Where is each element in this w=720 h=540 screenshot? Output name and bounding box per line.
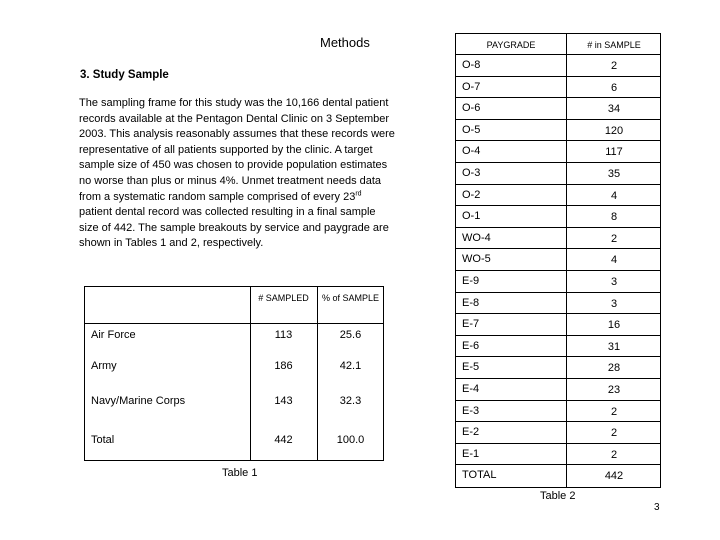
- table2-paygrade: O-6: [462, 102, 481, 115]
- table2-paygrade: E-5: [462, 361, 480, 374]
- body-superscript: rd: [355, 189, 362, 197]
- page-title: Methods: [320, 35, 370, 50]
- section-heading: 3. Study Sample: [80, 69, 169, 81]
- table2-paygrade: WO-5: [462, 253, 491, 266]
- table2-count: 34: [607, 103, 621, 116]
- table2-paygrade: E-3: [462, 404, 480, 417]
- service-table: [84, 286, 384, 461]
- table2-row-rule: [456, 313, 660, 314]
- table2-row-rule: [456, 378, 660, 379]
- table2-count: 23: [607, 384, 621, 396]
- table1-sampled: 143: [274, 395, 293, 407]
- table2-paygrade: E-9: [462, 275, 480, 287]
- table1-percent: 32.3: [339, 395, 362, 407]
- table2-count: 3: [610, 276, 618, 288]
- body-text-start: The sampling frame for this study was the 10,166 dental patient records available at the Pentagon Dental Clinic on 3 September 2003. This analysis reasonably assumes that these records were representative of all patients supported by the clinic. A target sample size of 450 was chosen to provide population estimates no worse than plus or minus 4%. Unmet treatment needs data from a systematic random sample comprised of every 23: [79, 97, 395, 203]
- table2-row-rule: [456, 400, 660, 401]
- table2-paygrade: O-4: [462, 145, 481, 158]
- table2-row-rule: [456, 205, 660, 206]
- page-number: 3: [654, 502, 660, 513]
- table2-count: 35: [607, 168, 621, 180]
- body-paragraph: [79, 96, 397, 252]
- table2-row-rule: [456, 464, 660, 465]
- table2-paygrade: E-1: [462, 447, 480, 460]
- table1-sampled: 186: [274, 360, 293, 372]
- body-text-end: patient dental record was collected resulting in a final sample size of 442. The sample breakouts by service and paygrade are shown in Tables 1 and 2, respectively.: [79, 206, 389, 250]
- table2-paygrade: E-4: [462, 383, 480, 395]
- table2-count: 6: [610, 81, 618, 94]
- table1-service: Air Force: [91, 329, 136, 341]
- table2-count: 4: [610, 254, 618, 267]
- table2-row-rule: [456, 443, 660, 444]
- table2-row-rule: [456, 292, 660, 293]
- table2-count: 442: [604, 470, 624, 483]
- table2-paygrade: E-8: [462, 296, 480, 309]
- table2-paygrade: WO-4: [462, 231, 491, 244]
- table1-service: Army: [91, 360, 117, 372]
- table2-row-rule: [456, 97, 660, 98]
- table1-percent: 25.6: [339, 329, 362, 341]
- table2-count: 117: [605, 146, 623, 159]
- table2-row-rule: [456, 54, 660, 55]
- table2-row-rule: [456, 119, 660, 120]
- table2-paygrade: O-2: [462, 188, 481, 201]
- table2-paygrade: E-7: [462, 318, 480, 331]
- table2-count: 4: [610, 189, 618, 202]
- table2-row-rule: [456, 227, 660, 228]
- table2-header-sample: # in SAMPLE: [587, 40, 641, 50]
- table2-row-rule: [456, 76, 660, 77]
- table2-paygrade: O-5: [462, 123, 481, 136]
- table1-header-rule: [85, 323, 383, 324]
- table2-row-rule: [456, 184, 660, 185]
- table2-caption: Table 2: [540, 490, 576, 502]
- table2-count: 8: [610, 211, 618, 224]
- table2-paygrade: E-2: [462, 426, 480, 439]
- table2-count: 28: [607, 362, 621, 375]
- table2-paygrade: O-3: [462, 167, 481, 179]
- table1-service: Navy/Marine Corps: [91, 395, 186, 407]
- table2-paygrade: O-1: [462, 210, 481, 223]
- table2-count: 2: [610, 448, 618, 461]
- table2-count: 2: [610, 60, 618, 72]
- paygrade-table: [455, 33, 661, 488]
- table1-header-percent: % of SAMPLE: [321, 293, 380, 303]
- table2-paygrade: TOTAL: [462, 469, 497, 482]
- table2-row-rule: [456, 335, 660, 336]
- table2-row-rule: [456, 140, 660, 141]
- table2-header-paygrade: PAYGRADE: [486, 40, 536, 50]
- table2-count: 2: [610, 405, 618, 418]
- table2-paygrade: O-8: [462, 59, 481, 71]
- table1-header-sampled: # SAMPLED: [258, 293, 309, 303]
- table1-service: Total: [91, 434, 115, 446]
- table2-paygrade: O-7: [462, 80, 481, 93]
- table2-count: 120: [604, 124, 624, 137]
- table1-sampled: 442: [274, 434, 293, 446]
- table1-percent: 100.0: [336, 434, 365, 446]
- table2-paygrade: E-6: [462, 339, 480, 352]
- table2-row-rule: [456, 162, 660, 163]
- table1-percent: 42.1: [339, 360, 362, 372]
- table2-count: 2: [610, 427, 618, 440]
- table2-row-rule: [456, 356, 660, 357]
- table2-count: 2: [610, 232, 618, 245]
- table2-count: 31: [607, 340, 621, 353]
- table2-count: 16: [607, 319, 621, 332]
- table1-sampled: 113: [274, 329, 293, 341]
- table2-row-rule: [456, 270, 660, 271]
- table2-row-rule: [456, 421, 660, 422]
- table1-caption: Table 1: [222, 467, 258, 479]
- table2-row-rule: [456, 248, 660, 249]
- table2-count: 3: [610, 297, 618, 310]
